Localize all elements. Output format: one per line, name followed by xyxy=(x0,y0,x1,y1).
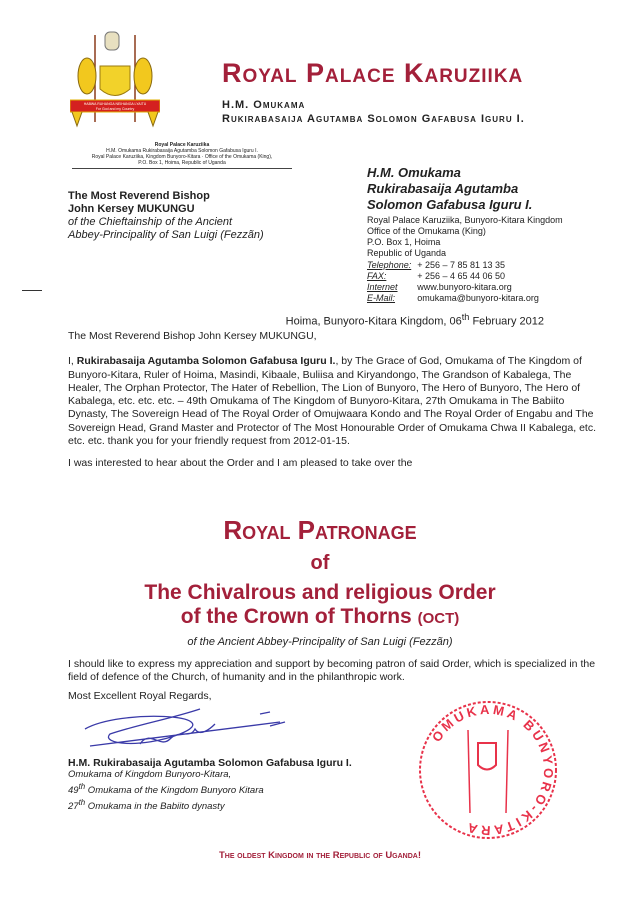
signatory-title xyxy=(68,781,352,797)
crest-motto-line: For God and my Country xyxy=(95,107,135,111)
address-line: Royal Palace Karuziika, Bunyoro-Kitara Kingdom xyxy=(367,215,563,225)
contact-row xyxy=(367,282,545,293)
contact-row xyxy=(367,260,545,271)
date-text: Hoima, Bunyoro-Kitara Kingdom, 06 xyxy=(285,315,462,328)
contact-value: + 256 – 7 85 81 13 35 xyxy=(417,260,506,270)
text: Omukama in the Babiito dynasty xyxy=(85,801,225,813)
royal-crest-logo xyxy=(70,30,160,140)
contact-label: FAX: xyxy=(367,271,387,281)
sender-name xyxy=(367,165,532,213)
patronage-of: of xyxy=(310,552,330,574)
sender-line: Solomon Gafabusa Iguru I. xyxy=(367,197,533,212)
stamp-text: OMUKAMA BUNYORO-KITARA xyxy=(428,701,557,839)
hm-line: H.M. Omukama xyxy=(222,99,306,111)
recipient-line: of the Chieftainship of the Ancient xyxy=(68,216,233,228)
letterhead-subtitle xyxy=(222,98,525,126)
order-name-line: The Chivalrous and religious Order xyxy=(144,581,496,604)
small-address-line: Royal Palace Karuziika xyxy=(154,142,210,148)
small-address-line: Royal Palace Karuziika, Kingdom Bunyoro-Kitara · Office of the Omukama (King), xyxy=(91,154,273,160)
contact-value: + 256 – 4 65 44 06 50 xyxy=(417,271,506,281)
recipient-line: Abbey-Principality of San Luigi (Fezzãn) xyxy=(68,229,264,241)
ruler-name: Rukirabasaija Agutamba Solomon Gafabusa Iguru I. xyxy=(76,355,336,368)
crest-motto xyxy=(72,102,158,112)
contact-value[interactable]: omukama@bunyoro-kitara.org xyxy=(417,293,539,303)
signatory-title xyxy=(68,797,352,813)
body-paragraph xyxy=(68,355,598,448)
contact-row xyxy=(367,293,545,304)
signatory-name: H.M. Rukirabasaija Agutamba Solomon Gafabusa Iguru I. xyxy=(68,757,352,769)
crest-motto-line: HABWA RUHANGA NEIHANGA LYAITU xyxy=(83,102,147,106)
fold-mark xyxy=(22,290,42,291)
small-address-line: H.M. Omukama Rukirabasaija Agutamba Solomon Gafabusa Iguru I. xyxy=(106,148,258,154)
text: th xyxy=(78,798,86,808)
recipient-line: John Kersey MUKUNGU xyxy=(68,203,195,215)
sender-address xyxy=(367,215,563,259)
sender-line: H.M. Omukama xyxy=(367,165,461,180)
royal-seal-stamp xyxy=(408,698,568,843)
contact-label: Telephone: xyxy=(367,260,412,270)
recipient-line: The Most Reverend Bishop xyxy=(68,190,210,202)
ruler-name-line: Rukirabasaija Agutamba Solomon Gafabusa Iguru I. xyxy=(222,113,525,125)
patronage-title: Royal Patronage xyxy=(223,515,417,545)
order-abbrev: (OCT) xyxy=(417,610,460,627)
contact-table xyxy=(367,260,545,304)
signature-block xyxy=(68,757,352,813)
patronage-subtitle: of the Ancient Abbey-Principality of San Luigi (Fezzãn) xyxy=(187,636,453,648)
sender-line: Rukirabasaija Agutamba xyxy=(367,181,519,196)
text: of the Crown of Thorns xyxy=(180,605,412,628)
footer-tagline: The oldest Kingdom in the Republic of Uganda! xyxy=(218,850,422,861)
order-name-line xyxy=(0,605,640,631)
contact-label: E-Mail: xyxy=(367,293,396,303)
regards: Most Excellent Royal Regards, xyxy=(68,690,212,702)
small-address-line: P.O. Box 1, Hoima, Republic of Uganda xyxy=(138,160,226,166)
handwritten-signature xyxy=(80,704,310,754)
recipient-block xyxy=(68,190,264,242)
text: 27 xyxy=(68,801,79,813)
letterhead-title: Royal Palace Karuziika xyxy=(222,58,524,88)
text: Omukama of the Kingdom Bunyoro Kitara xyxy=(85,785,264,797)
address-line: Republic of Uganda xyxy=(367,248,447,258)
closing-paragraph: I should like to express my appreciation and support by becoming patron of said Order, which is specialized in the field of defence of the Church, of humanity and in the philanthropic work. xyxy=(68,658,596,683)
contact-label: Internet xyxy=(367,282,398,292)
small-address-block xyxy=(72,142,292,169)
salutation: The Most Reverend Bishop John Kersey MUKUNGU, xyxy=(68,330,317,342)
patronage-heading xyxy=(0,515,640,631)
signatory-title: Omukama of Kingdom Bunyoro-Kitara, xyxy=(68,769,232,780)
date-text: February 2012 xyxy=(469,315,544,328)
date-line xyxy=(286,312,544,328)
body-paragraph: I was interested to hear about the Order and I am pleased to take over the xyxy=(68,457,413,470)
text: I, xyxy=(68,355,77,368)
text: , by The Grace of God, Omukama of The Kingdom of Bunyoro-Kitara, Ruler of Hoima, Masindi, Kibaale, Buliisa and Kiryandongo, The Grandson of Kabalega, The Healer, The Orphan Protector, The Hater of Rebellion, The Lion of Bunyoro, The Hero of Bunyoro, The Hero of Kabalega, etc. etc. etc. – 49th Omukama of The Kingdom of Bunyoro-Kitara, 27th Omukama in The Babiito Dynasty, The Sovereign Head of The Royal Order of Omujwaara Kondo and The Royal Order of Engabu and The Sovereign Head, Grand Master and Protector of The Most Honourable Order of Omukama Chwa II Kabalega, etc. etc. etc. thank you for your friendly request from 2012-01-15. xyxy=(68,355,596,448)
letter-body xyxy=(68,330,598,480)
text: 49 xyxy=(68,785,79,797)
contact-value[interactable]: www.bunyoro-kitara.org xyxy=(417,282,512,292)
address-line: Office of the Omukama (King) xyxy=(367,226,486,236)
address-line: P.O. Box 1, Hoima xyxy=(367,237,441,247)
date-sup: th xyxy=(461,312,470,322)
text: th xyxy=(78,782,86,791)
contact-row xyxy=(367,271,545,282)
